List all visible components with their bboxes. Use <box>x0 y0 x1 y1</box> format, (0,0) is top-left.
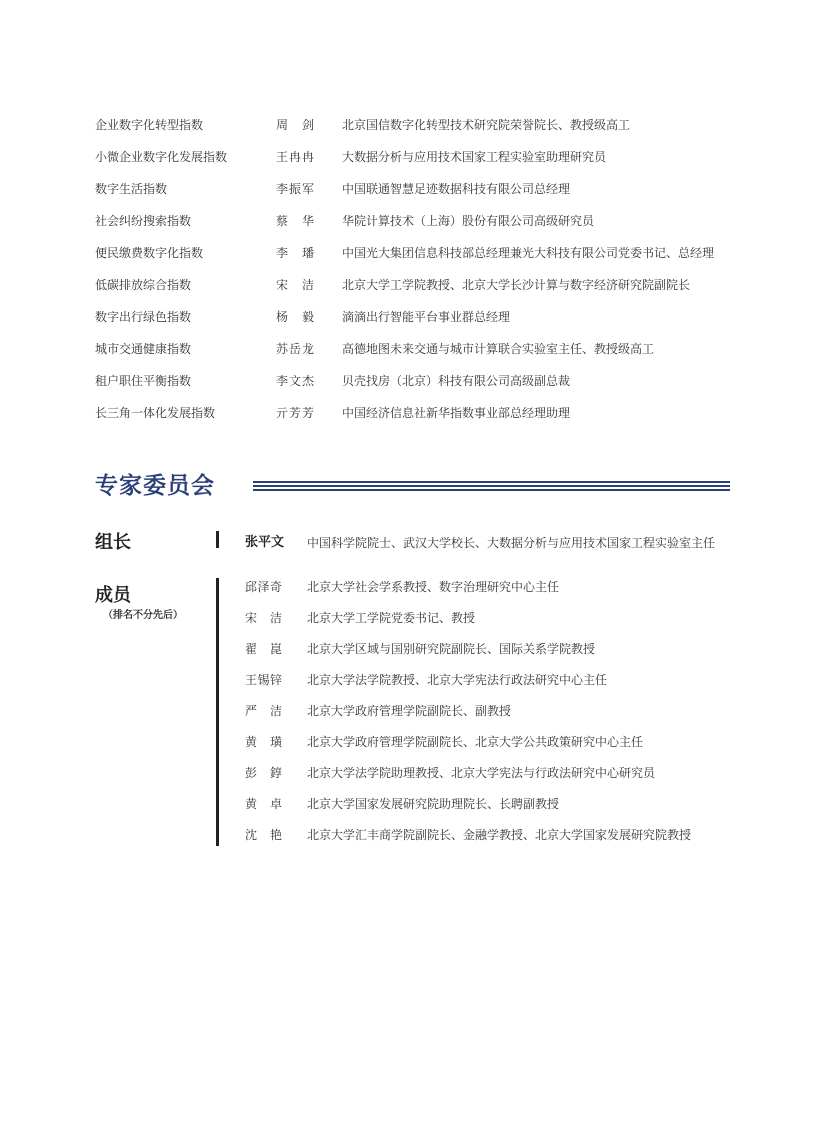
index-list <box>95 116 755 436</box>
member-organization: 北京大学社会学系教授、数字治理研究中心主任 <box>307 580 560 594</box>
index-name: 长三角一体化发展指数 <box>95 406 216 420</box>
person-name: 蔡华 <box>276 214 314 228</box>
member-row <box>245 702 745 733</box>
index-row <box>95 180 755 212</box>
person-organization: 中国光大集团信息科技部总经理兼光大科技有限公司党委书记、总经理 <box>342 246 715 260</box>
member-organization: 北京大学法学院教授、北京大学宪法行政法研究中心主任 <box>307 673 608 687</box>
person-name: 李文杰 <box>276 374 314 388</box>
index-row <box>95 340 755 372</box>
member-name: 黄璜 <box>245 735 282 749</box>
person-name: 宋洁 <box>276 278 314 292</box>
members-divider <box>216 578 219 846</box>
leader-divider <box>216 531 219 548</box>
index-name: 城市交通健康指数 <box>95 342 192 356</box>
member-organization: 北京大学工学院党委书记、教授 <box>307 611 476 625</box>
index-name: 小微企业数字化发展指数 <box>95 150 228 164</box>
member-row <box>245 764 745 795</box>
person-organization: 滴滴出行智能平台事业群总经理 <box>342 310 511 324</box>
person-name: 李振军 <box>276 182 314 196</box>
index-name: 便民缴费数字化指数 <box>95 246 204 260</box>
member-organization: 北京大学政府管理学院副院长、副教授 <box>307 704 512 718</box>
member-list <box>245 578 745 857</box>
member-name: 沈艳 <box>245 828 282 842</box>
heading-rule <box>253 481 730 491</box>
index-row <box>95 276 755 308</box>
index-name: 数字出行绿色指数 <box>95 310 192 324</box>
member-row <box>245 640 745 671</box>
rule-line <box>253 489 730 491</box>
person-name: 杨毅 <box>276 310 314 324</box>
person-name: 苏岳龙 <box>276 342 314 356</box>
rule-line <box>253 485 730 487</box>
member-organization: 北京大学国家发展研究院助理院长、长聘副教授 <box>307 797 560 811</box>
index-row <box>95 212 755 244</box>
index-name: 社会纠纷搜索指数 <box>95 214 192 228</box>
member-organization: 北京大学汇丰商学院副院长、金融学教授、北京大学国家发展研究院教授 <box>307 828 692 842</box>
member-organization: 北京大学法学院助理教授、北京大学宪法与行政法研究中心研究员 <box>307 766 656 780</box>
index-name: 低碳排放综合指数 <box>95 278 192 292</box>
index-row <box>95 404 755 436</box>
index-row <box>95 244 755 276</box>
members-note: （排名不分先后） <box>103 610 183 621</box>
index-row <box>95 308 755 340</box>
member-name: 黄卓 <box>245 797 282 811</box>
person-organization: 北京大学工学院教授、北京大学长沙计算与数字经济研究院副院长 <box>342 278 691 292</box>
member-row <box>245 826 745 857</box>
members-label: 成员 <box>95 585 131 606</box>
leader-label: 组长 <box>95 532 131 553</box>
person-organization: 中国联通智慧足迹数据科技有限公司总经理 <box>342 182 571 196</box>
person-organization: 华院计算技术（上海）股份有限公司高级研究员 <box>342 214 595 228</box>
person-organization: 高德地图未来交通与城市计算联合实验室主任、教授级高工 <box>342 342 655 356</box>
member-organization: 北京大学政府管理学院副院长、北京大学公共政策研究中心主任 <box>307 735 644 749</box>
person-organization: 北京国信数字化转型技术研究院荣誉院长、教授级高工 <box>342 118 631 132</box>
member-name: 翟崑 <box>245 642 282 656</box>
section-title: 专家委员会 <box>95 473 215 499</box>
person-name: 李璠 <box>276 246 314 260</box>
person-organization: 大数据分析与应用技术国家工程实验室助理研究员 <box>342 150 607 164</box>
rule-line <box>253 481 730 483</box>
person-name: 周剑 <box>276 118 314 132</box>
person-organization: 中国经济信息社新华指数事业部总经理助理 <box>342 406 571 420</box>
member-row <box>245 795 745 826</box>
person-name: 王冉冉 <box>276 150 314 164</box>
member-row <box>245 733 745 764</box>
member-organization: 北京大学区域与国别研究院副院长、国际关系学院教授 <box>307 642 596 656</box>
member-row <box>245 609 745 640</box>
leader-organization: 中国科学院院士、武汉大学校长、大数据分析与应用技术国家工程实验室主任 <box>307 536 716 550</box>
member-row <box>245 671 745 702</box>
index-name: 企业数字化转型指数 <box>95 118 204 132</box>
index-name: 数字生活指数 <box>95 182 168 196</box>
member-name: 严洁 <box>245 704 282 718</box>
person-name: 亓芳芳 <box>276 406 314 420</box>
index-row <box>95 116 755 148</box>
member-name: 彭錞 <box>245 766 282 780</box>
member-name: 宋洁 <box>245 611 282 625</box>
committee-heading <box>95 470 735 506</box>
person-organization: 贝壳找房（北京）科技有限公司高级副总裁 <box>342 374 571 388</box>
index-name: 租户职住平衡指数 <box>95 374 192 388</box>
member-name: 王锡锌 <box>245 673 282 687</box>
index-row <box>95 148 755 180</box>
member-name: 邱泽奇 <box>245 580 282 594</box>
leader-name: 张平文 <box>245 535 285 550</box>
member-row <box>245 578 745 609</box>
index-row <box>95 372 755 404</box>
